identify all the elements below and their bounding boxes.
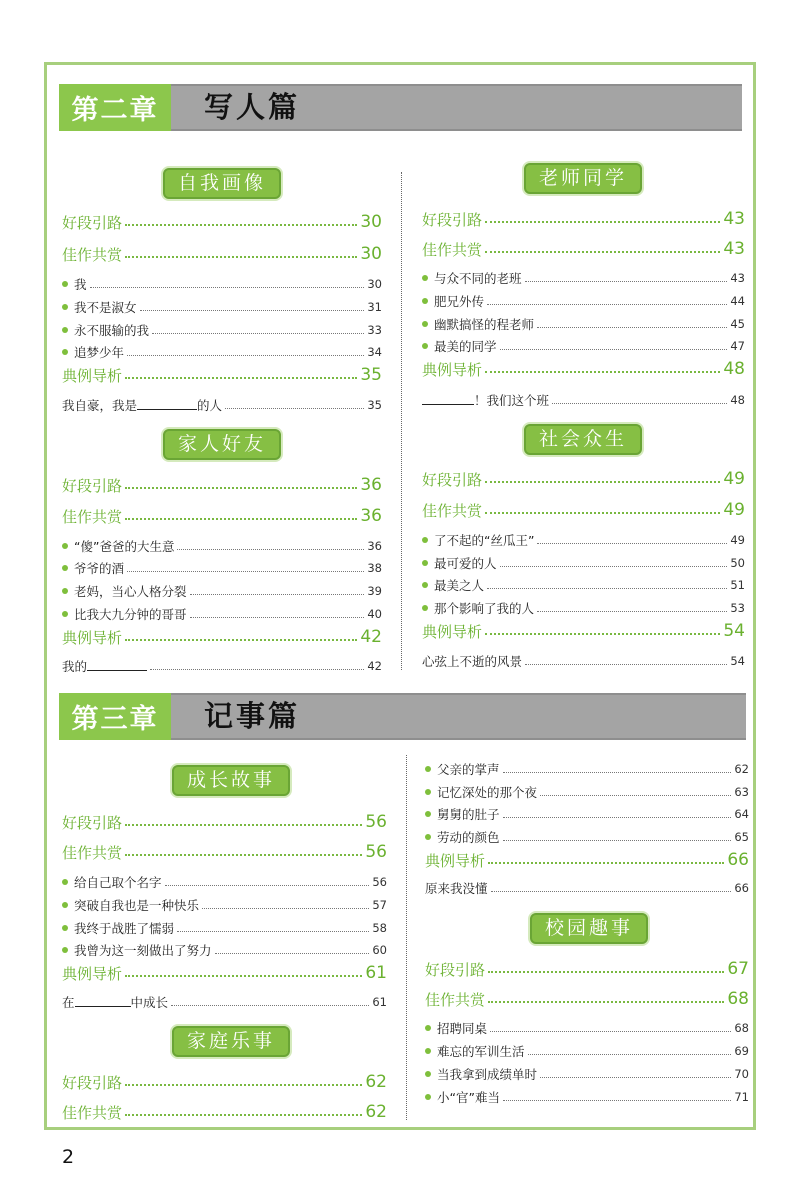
bullet-icon <box>422 275 428 281</box>
toc-entry[interactable]: 在 中成长 61 <box>62 995 387 1010</box>
bullet-icon <box>422 321 428 327</box>
column-divider <box>406 755 407 1120</box>
toc-example-row[interactable]: 典例导析 35 <box>62 365 382 385</box>
bullet-icon <box>425 1025 431 1031</box>
bullet-icon <box>62 925 68 931</box>
toc-appreciation-row[interactable]: 佳作共赏 56 <box>62 842 387 862</box>
page-number: 2 <box>62 1146 75 1168</box>
chapter-3-header <box>59 693 746 740</box>
toc-entry[interactable]: ！我们这个班 48 <box>422 389 745 411</box>
toc-entry[interactable]: 我曾为这一刻做出了努力 60 <box>62 939 387 961</box>
toc-appreciation-row[interactable]: 佳作共赏 62 <box>62 1102 387 1122</box>
toc-example-row[interactable]: 典例导析 61 <box>62 963 387 983</box>
toc-entry[interactable]: 心弦上不逝的风景 54 <box>422 654 745 669</box>
section-title-growth-stories: 成长故事 <box>172 765 290 796</box>
toc-appreciation-row[interactable]: 佳作共赏 68 <box>425 989 749 1009</box>
toc-entry[interactable]: 劳动的颜色 65 <box>425 826 749 848</box>
fill-blank <box>75 1006 131 1007</box>
toc-entry[interactable]: 我终于战胜了懦弱 58 <box>62 917 387 939</box>
section-title-family-fun: 家庭乐事 <box>172 1026 290 1057</box>
toc-guide-row[interactable]: 好段引路 62 <box>62 1072 387 1092</box>
section-title-self-portrait: 自我画像 <box>163 168 281 199</box>
bullet-icon <box>422 560 428 566</box>
toc-entry[interactable]: 当我拿到成绩单时 70 <box>425 1063 749 1085</box>
toc-entry[interactable]: 与众不同的老班 43 <box>422 267 745 289</box>
toc-entry[interactable]: 幽默搞怪的程老师 45 <box>422 313 745 335</box>
toc-entry[interactable]: 永不服输的我 33 <box>62 319 382 341</box>
bullet-icon <box>425 1048 431 1054</box>
bullet-icon <box>425 1071 431 1077</box>
toc-entry[interactable]: 记忆深处的那个夜 63 <box>425 781 749 803</box>
toc-example-row[interactable]: 典例导析 42 <box>62 627 382 647</box>
toc-entry[interactable]: 老妈，当心人格分裂 39 <box>62 580 382 602</box>
bullet-icon <box>62 588 68 594</box>
bullet-icon <box>425 789 431 795</box>
fill-blank <box>87 670 147 671</box>
bullet-icon <box>62 611 68 617</box>
bullet-icon <box>425 811 431 817</box>
bullet-icon <box>422 582 428 588</box>
toc-entry[interactable]: 舅舅的肚子 64 <box>425 803 749 825</box>
toc-entry[interactable]: 给自己取个名字 56 <box>62 871 387 893</box>
chapter-2-title: 写人篇 <box>204 90 301 124</box>
bullet-icon <box>62 543 68 549</box>
bullet-icon <box>62 281 68 287</box>
bullet-icon <box>422 343 428 349</box>
toc-guide-row[interactable]: 好段引路 56 <box>62 812 387 832</box>
toc-entry[interactable]: 父亲的掌声 62 <box>425 758 749 780</box>
bullet-icon <box>62 327 68 333</box>
toc-example-row[interactable]: 典例导析 66 <box>425 850 749 870</box>
fill-blank <box>422 404 474 405</box>
toc-example-row[interactable]: 典例导析 54 <box>422 621 745 641</box>
toc-entry[interactable]: 追梦少年 34 <box>62 341 382 363</box>
toc-appreciation-row[interactable]: 佳作共赏 30 <box>62 244 382 264</box>
bullet-icon <box>422 298 428 304</box>
toc-entry[interactable]: 原来我没懂 66 <box>425 881 749 896</box>
section-title-family-friends: 家人好友 <box>163 429 281 460</box>
bullet-icon <box>62 879 68 885</box>
bullet-icon <box>62 947 68 953</box>
toc-entry[interactable]: 那个影响了我的人 53 <box>422 597 745 619</box>
toc-entry[interactable]: 最可爱的人 50 <box>422 552 745 574</box>
toc-entry[interactable]: 比我大九分钟的哥哥 40 <box>62 603 382 625</box>
column-divider <box>401 172 402 670</box>
toc-entry[interactable]: 招聘同桌 68 <box>425 1017 749 1039</box>
toc-entry[interactable]: 突破自我也是一种快乐 57 <box>62 894 387 916</box>
toc-appreciation-row[interactable]: 佳作共赏 36 <box>62 506 382 526</box>
section-title-teachers-classmates: 老师同学 <box>524 163 642 194</box>
toc-example-row[interactable]: 典例导析 48 <box>422 359 745 379</box>
fill-blank <box>137 409 197 410</box>
toc-guide-row[interactable]: 好段引路 67 <box>425 959 749 979</box>
bullet-icon <box>62 304 68 310</box>
toc-entry[interactable]: 小“官”难当 71 <box>425 1086 749 1108</box>
chapter-3-tag: 第三章 <box>59 693 171 740</box>
toc-entry[interactable]: 难忘的军训生活 69 <box>425 1040 749 1062</box>
toc-entry[interactable]: 我的 42 <box>62 659 382 674</box>
toc-guide-row[interactable]: 好段引路 30 <box>62 212 382 232</box>
toc-entry[interactable]: 最美的同学 47 <box>422 335 745 357</box>
bullet-icon <box>422 605 428 611</box>
toc-entry[interactable]: 我 30 <box>62 273 382 295</box>
chapter-2-tag: 第二章 <box>59 84 171 131</box>
toc-entry[interactable]: 了不起的“丝瓜王” 49 <box>422 529 745 551</box>
toc-entry[interactable]: 最美之人 51 <box>422 574 745 596</box>
toc-entry[interactable]: 我不是淑女 31 <box>62 296 382 318</box>
bullet-icon <box>62 349 68 355</box>
bullet-icon <box>422 537 428 543</box>
section-title-campus-fun: 校园趣事 <box>530 913 648 944</box>
bullet-icon <box>425 1094 431 1100</box>
toc-appreciation-row[interactable]: 佳作共赏 49 <box>422 500 745 520</box>
toc-entry[interactable]: 我自豪，我是 的人 35 <box>62 398 382 413</box>
toc-appreciation-row[interactable]: 佳作共赏 43 <box>422 239 745 259</box>
toc-guide-row[interactable]: 好段引路 49 <box>422 469 745 489</box>
toc-entry[interactable]: “傻”爸爸的大生意 36 <box>62 535 382 557</box>
bullet-icon <box>425 834 431 840</box>
bullet-icon <box>62 565 68 571</box>
bullet-icon <box>425 766 431 772</box>
toc-entry[interactable]: 爷爷的酒 38 <box>62 557 382 579</box>
section-title-society: 社会众生 <box>524 424 642 455</box>
toc-guide-row[interactable]: 好段引路 36 <box>62 475 382 495</box>
chapter-3-title: 记事篇 <box>204 699 301 733</box>
bullet-icon <box>62 902 68 908</box>
toc-guide-row[interactable]: 好段引路 43 <box>422 209 745 229</box>
chapter-2-header <box>59 84 742 131</box>
toc-entry[interactable]: 肥兄外传 44 <box>422 290 745 312</box>
